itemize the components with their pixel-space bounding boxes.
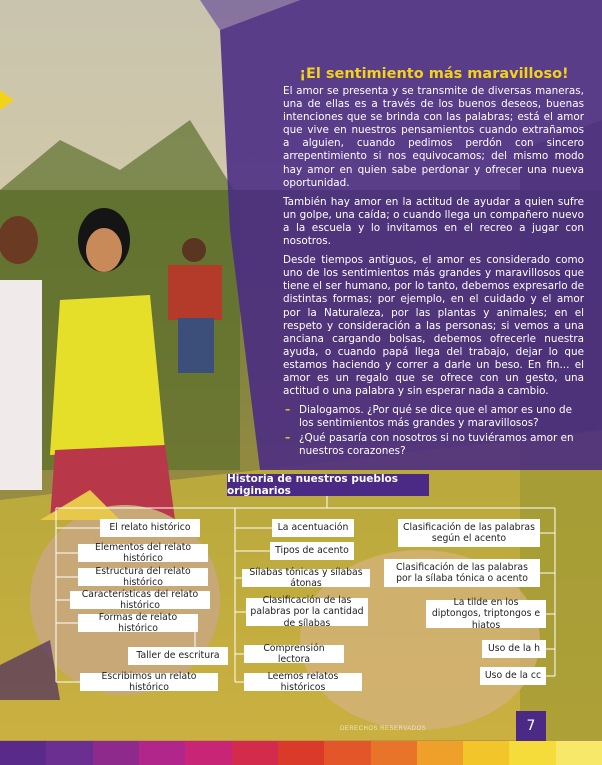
section-heading: ¡El sentimiento más maravilloso! xyxy=(299,66,569,82)
paragraph: También hay amor en la actitud de ayudar a quien sufre un golpe, una caída; o cuando llega un compañero nuevo a la escuela y lo invitamos en el recreo a jugar con nosotros. xyxy=(283,195,584,248)
color-stripe-bar xyxy=(0,741,602,765)
reading-text xyxy=(283,85,584,461)
map-node: Sílabas tónicas y sílabas átonas xyxy=(242,569,370,587)
color-stripe xyxy=(417,741,463,765)
map-node: Taller de escritura xyxy=(128,647,228,665)
bullet-dash: – xyxy=(285,404,291,417)
map-node: Uso de la cc xyxy=(480,667,546,685)
map-node: Tipos de acento xyxy=(270,542,354,560)
map-node: La acentuación xyxy=(272,519,354,537)
map-node: Estructura del relato histórico xyxy=(78,568,208,586)
map-node: Clasificación de las palabras por la cantidad de sílabas xyxy=(246,598,368,626)
color-stripe xyxy=(139,741,185,765)
question-item xyxy=(283,404,584,430)
color-stripe xyxy=(185,741,231,765)
question-item xyxy=(283,432,584,458)
paragraph: Desde tiempos antiguos, el amor es considerado como uno de los sentimientos más grandes y maravillosos que tiene el ser humano, por lo tanto, debemos expresarlo de distintas formas; por ejemplo, en el cuidado y el amor por la Naturaleza, por las plantas y animales; en el respeto y consideración a las personas; si vemos a una anciana cargando bolsas, debemos ofrecerle nuestra ayuda, o cuando papá llega del trabajo, dejar lo que estamos haciendo y correr a darle un beso. En fin... el amor es un regalo que se ofrece con un gesto, una actitud o una palabra y sin esperar nada a cambio. xyxy=(283,254,584,398)
question-list xyxy=(283,404,584,458)
color-stripe xyxy=(46,741,92,765)
footer-note: DERECHOS RESERVADOS xyxy=(340,726,427,732)
map-node: Formas de relato histórico xyxy=(78,614,198,632)
map-node: Clasificación de las palabras según el acento xyxy=(398,519,540,547)
color-stripe xyxy=(232,741,278,765)
map-node: Elementos del relato histórico xyxy=(78,544,208,562)
color-stripe xyxy=(371,741,417,765)
color-stripe xyxy=(556,741,602,765)
map-node: El relato histórico xyxy=(100,519,200,537)
page-number: 7 xyxy=(516,711,546,741)
color-stripe xyxy=(93,741,139,765)
map-node: Leemos relatos históricos xyxy=(244,673,362,691)
color-stripe xyxy=(463,741,509,765)
color-stripe xyxy=(324,741,370,765)
color-stripe xyxy=(509,741,555,765)
map-node: Uso de la h xyxy=(482,640,546,658)
question-text: Dialogamos. ¿Por qué se dice que el amor es uno de los sentimientos más grandes y maravillosos? xyxy=(299,404,572,430)
map-node: Clasificación de las palabras por la sílaba tónica o acento xyxy=(384,559,540,587)
concept-map-title: Historia de nuestros pueblos originarios xyxy=(227,474,429,496)
map-node: Escribimos un relato histórico xyxy=(80,673,218,691)
question-text: ¿Qué pasaría con nosotros si no tuviéramos amor en nuestros corazones? xyxy=(299,432,574,458)
map-node: Comprensión lectora xyxy=(244,645,344,663)
color-stripe xyxy=(0,741,46,765)
map-node: La tilde en los diptongos, triptongos e hiatos xyxy=(426,600,546,628)
bullet-dash: – xyxy=(285,432,291,445)
paragraph: El amor se presenta y se transmite de diversas maneras, una de ellas es a través de los buenos deseos, buenas intenciones que se brinda con las palabras; está el amor que vive en nuestros pensamientos cuando extrañamos a alguien, cuando pedimos perdón con sincero arrepentimiento si nos equivocamos; del mismo modo hay amor en quien sabe perdonar y ofrecer una nueva oportunidad. xyxy=(283,85,584,189)
color-stripe xyxy=(278,741,324,765)
map-node: Características del relato histórico xyxy=(70,591,210,609)
